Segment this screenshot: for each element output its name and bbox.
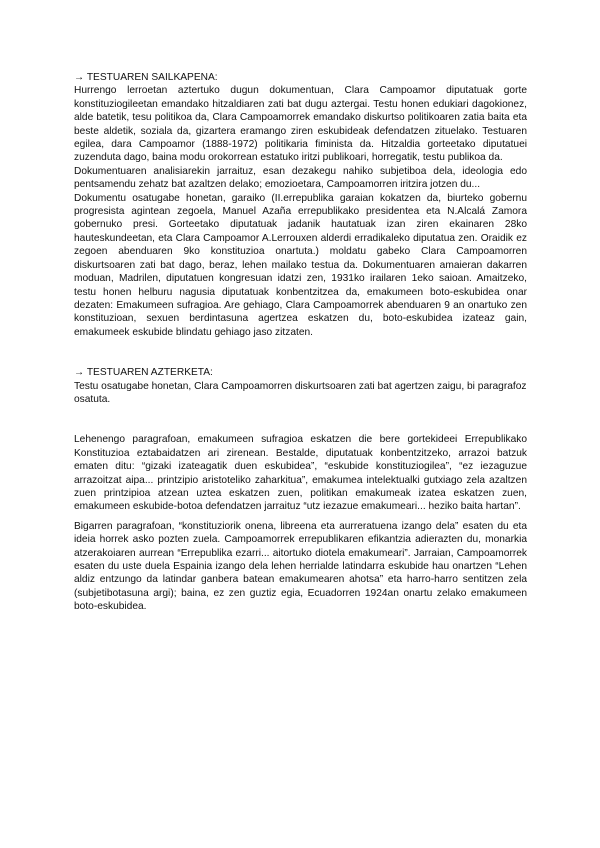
- paragraph-classification-intro: Hurrengo lerroetan aztertuko dugun dokumentuan, Clara Campoamor diputatuak gorte konstituziogileetan emandako hitzaldiaren zati bat dugu aztergai. Testu honen edukiari dagokionez, alde batetik, tesu politikoa da, Clara Campoamorrek emandako diskurtso politikoaren zatia baita eta beste aldetik, soziala da, gizartera eramango ziren eskubideak defendatzen zituelako. Testuaren egilea, dara Campoamor (1888-1972) politikaria fiminista da. Hitzaldia gorteetako diputatuei zuzenduta dago, baina modu orokorrean estatuko iritzi publikoari, horregatik, testu publikoa da.: [74, 85, 527, 164]
- section-heading-classification: → TESTUAREN SAILKAPENA:: [74, 72, 218, 83]
- paragraph-spacer: [74, 406, 527, 433]
- section-spacer: [74, 339, 527, 366]
- paragraph-analysis-second: Bigarren paragrafoan, “konstituziorik onena, libreena eta aurreratuena izango dela” esaten du eta ideia horrek asko pozten zuela. Campoamorrek errepublikaren efikantzia adierazten du, monarkia atzerakoiaren aurrean “Errepublika ezarri... aitortuko diotela emakumeari”. Jarraian, Campoamorrek esaten du uste duela Espainia izango dela lehen herrialde latindarra eskubide hau onartzen “Lehen aldiz entzungo da latindar ganbera batean emakumearen ahotsa” eta harro-harro sentitzen zela (subjetibotasuna argi); baina, ez zen guztiz egia, Ecuadorren 1924an onartu zelako emakumeen boto-eskubidea.: [74, 520, 527, 613]
- paragraph-analysis-first: Lehenengo paragrafoan, emakumeen sufragioa eskatzen die bere gortekideei Errepublikako Konstituzioa eztabaidatzen ari zirenean. Bestalde, diputatuak konbentzitzeko, arrazoi batzuk ematen ditu: “gizaki izateagatik duen eskubidea”, “eskubide konstituziogilea”, “ez iezaguzue arrazoitzat aipa... printzipio aristoteliko zaharkitua”, emakumea intelektualki gutxiago zela azaltzen zuen printzipioa atzean uztea eskatzen zuen, politikan emakumeak izatea eskatzen zuen, emakumeen eskubide-botoa defendatzen jarraituz “utz iezazue emakumeari... heziko baita hartan”.: [74, 434, 527, 513]
- document-body: [74, 71, 527, 614]
- section-heading-analysis: → TESTUAREN AZTERKETA:: [74, 367, 213, 379]
- paragraph-classification-analysis: Dokumentuaren analisiarekin jarraituz, esan dezakegu nahiko subjetiboa dela, ideologia edo pentsamendu zehatz bat azaltzen delako; emozioetara, Campoamorren iritzira jotzen du...: [74, 165, 527, 191]
- paragraph-analysis-intro: Testu osatugabe honetan, Clara Campoamorren diskurtsoaren zati bat agertzen zaigu, bi paragrafoz osatuta.: [74, 380, 527, 405]
- paragraph-classification-context: Dokumentu osatugabe honetan, garaiko (II.errepublika garaian kokatzen da, biurteko gobernu progresista agintean zegoela, Manuel Azaña errepublikako presidentea eta N.Alcalá Zamora gobernuko presi. Gorteetako diputatuak jadanik hautatuak izan ziren ekainaren 28ko hauteskundeetan, eta Clara Campoamor A.Lerrouxen alderdi erradikaleko diputatua zen. Oraidik ez zegoen abenduaren 9ko konstituzioa onartuta.) moldatu gabeko Clara Campoamorren diskurtsoaren zati bat dago, beraz, lehen mailako testua da. Dokumentuaren amaieran dakarren moduan, Madrilen, diputatuen kongresuan idatzi zen, 1931ko irailaren 1eko saioan. Amaitzeko, testu honen helburu nagusia diputatuak konbentzitzea da, emakumeen boto-eskubidea onar dezaten: Emakumeen sufragioa. Are gehiago, Clara Campoamorrek abenduaren 9 an onartuko zen konstituzioan, sexuen berdintasuna agertzea eskatzen du, boto-eskubidea izateaz gain, emakumeek eskubide blindatu gehiago jaso zitzaten.: [74, 192, 527, 338]
